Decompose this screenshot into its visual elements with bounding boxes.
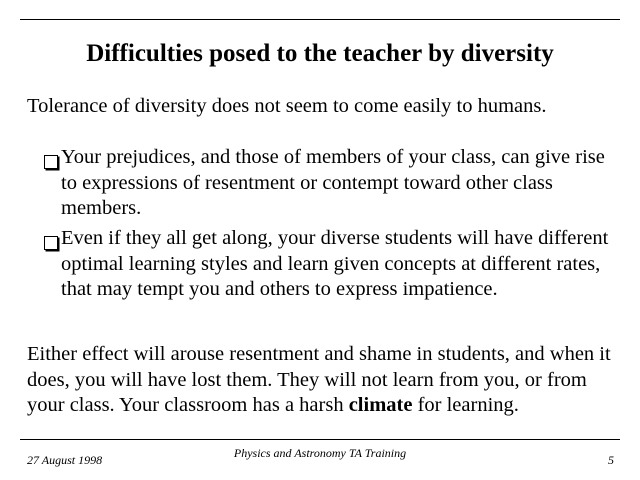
slide-title: Difficulties posed to the teacher by diversity	[86, 40, 554, 67]
bullet-text: Your prejudices, and those of members of your class, can give rise to expressions of resentment or contempt toward other class members.	[61, 146, 605, 219]
conclusion-tail: for learning.	[412, 394, 519, 416]
intro-paragraph: Tolerance of diversity does not seem to come easily to humans.	[27, 95, 547, 117]
bottom-rule	[20, 439, 620, 440]
footer-date: 27 August 1998	[27, 453, 103, 467]
top-rule	[20, 19, 620, 20]
page-number: 5	[608, 453, 614, 467]
conclusion-paragraph	[27, 342, 617, 419]
footer-course-title: Physics and Astronomy TA Training	[233, 446, 407, 460]
conclusion-text: Either effect will arouse resentment and shame in students, and when it does, you will have lost them. They will not learn from you, or from your class. Your classroom has a harsh	[27, 343, 611, 416]
bullet-text: Even if they all get along, your diverse students will have different optimal learning styles and learn given concepts at different rates, that may tempt you and others to express impatience.	[61, 227, 609, 300]
checkbox-bullet-icon	[44, 236, 58, 250]
checkbox-bullet-icon	[44, 155, 58, 169]
emphasis-climate: climate	[348, 394, 413, 416]
